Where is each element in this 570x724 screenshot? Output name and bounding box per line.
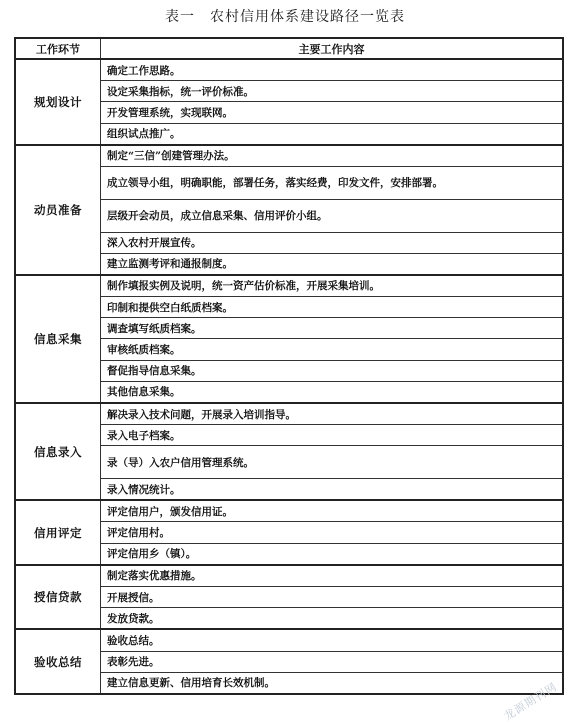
task-cell: 调查填写纸质档案。 [101, 318, 564, 339]
table-row [15, 59, 563, 81]
table-row [15, 275, 563, 297]
task-cell: 制定落实优惠措施。 [101, 565, 564, 587]
task-cell: 录入情况统计。 [101, 479, 564, 501]
table-row [15, 629, 563, 651]
task-cell: 建立信息更新、信用培育长效机制。 [101, 672, 564, 694]
stage-cell: 授信贷款 [15, 565, 101, 630]
table-row [15, 500, 563, 522]
group-planning [15, 59, 563, 145]
task-cell: 验收总结。 [101, 629, 564, 651]
task-cell: 组织试点推广。 [101, 123, 564, 145]
credit-system-table [14, 37, 564, 695]
table-row [15, 403, 563, 425]
stage-cell: 动员准备 [15, 145, 101, 275]
group-mobilization [15, 145, 563, 275]
header-content: 主要工作内容 [101, 38, 564, 59]
task-cell: 其他信息采集。 [101, 381, 564, 403]
task-cell: 开展授信。 [101, 587, 564, 608]
table-row [15, 145, 563, 167]
stage-cell: 信息采集 [15, 275, 101, 403]
task-cell: 制定“三信”创建管理办法。 [101, 145, 564, 167]
task-cell: 发放贷款。 [101, 608, 564, 630]
task-cell: 层级开会动员，成立信息采集、信用评价小组。 [101, 199, 564, 232]
watermark: 龙源期刊网 [501, 680, 560, 723]
stage-cell: 验收总结 [15, 629, 101, 694]
task-cell: 深入农村开展宣传。 [101, 232, 564, 253]
task-cell: 印制和提供空白纸质档案。 [101, 297, 564, 318]
task-cell: 成立领导小组，明确职能，部署任务，落实经费，印发文件，安排部署。 [101, 166, 564, 199]
group-collection [15, 275, 563, 403]
stage-cell: 信息录入 [15, 403, 101, 500]
task-cell: 建立监测考评和通报制度。 [101, 253, 564, 275]
task-cell: 设定采集指标，统一评价标准。 [101, 81, 564, 102]
task-cell: 评定信用村。 [101, 522, 564, 543]
task-cell: 制作填报实例及说明，统一资产估价标准，开展采集培训。 [101, 275, 564, 297]
task-cell: 评定信用乡（镇）。 [101, 543, 564, 565]
header-row [15, 38, 563, 59]
task-cell: 督促指导信息采集。 [101, 360, 564, 381]
task-cell: 审核纸质档案。 [101, 339, 564, 360]
task-cell: 录（导）入农户信用管理系统。 [101, 446, 564, 479]
table-title: 表一 农村信用体系建设路径一览表 [165, 9, 405, 25]
table-row [15, 565, 563, 587]
task-cell: 表彰先进。 [101, 651, 564, 672]
stage-cell: 信用评定 [15, 500, 101, 565]
stage-cell: 规划设计 [15, 59, 101, 145]
task-cell: 解决录入技术问题，开展录入培训指导。 [101, 403, 564, 425]
group-review [15, 629, 563, 694]
group-lending [15, 565, 563, 630]
task-cell: 录入电子档案。 [101, 425, 564, 446]
task-cell: 开发管理系统，实现联网。 [101, 102, 564, 123]
task-cell: 评定信用户，颁发信用证。 [101, 500, 564, 522]
group-entry [15, 403, 563, 500]
header-stage: 工作环节 [15, 38, 101, 59]
task-cell: 确定工作思路。 [101, 59, 564, 81]
group-rating [15, 500, 563, 565]
